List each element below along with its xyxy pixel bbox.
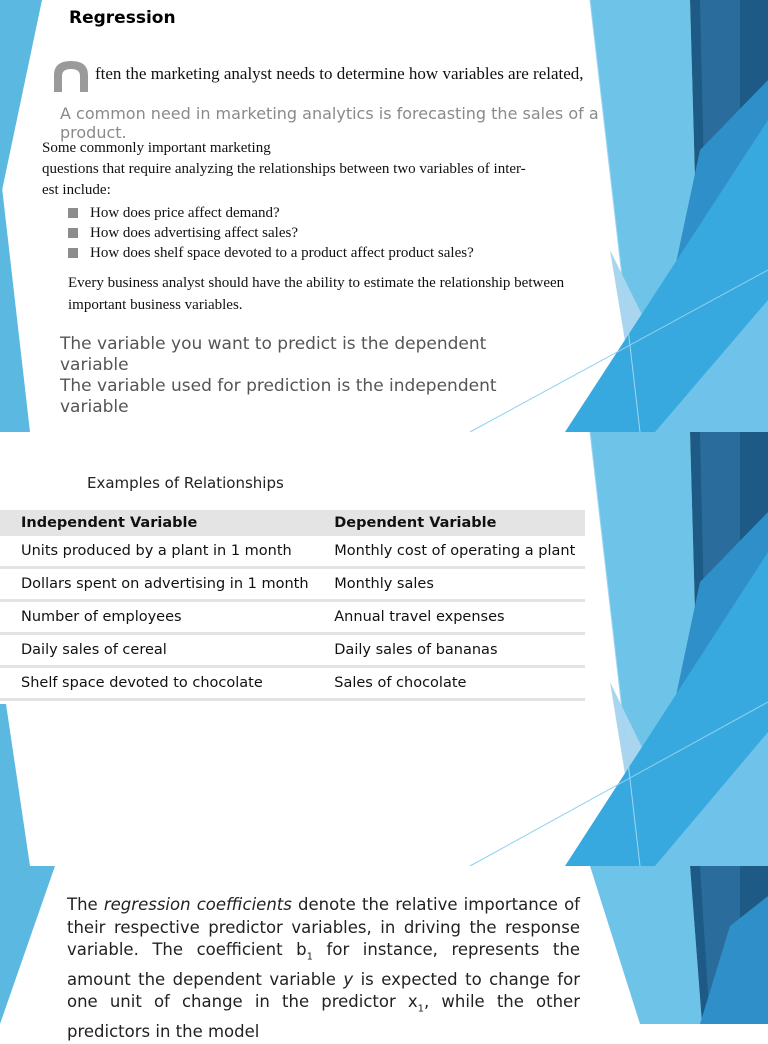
- list-item: How does advertising affect sales?: [68, 223, 474, 243]
- table-header-row: [0, 510, 585, 536]
- variable-y: y: [343, 969, 354, 989]
- bullet-square-icon: [68, 208, 78, 218]
- intro-line: ften the marketing analyst needs to determine how variables are related,: [95, 64, 584, 83]
- paragraph-line: important business variables.: [68, 297, 243, 313]
- list-item: How does price affect demand?: [68, 203, 474, 223]
- dependent-cell: Monthly sales: [320, 568, 585, 601]
- table-row: [0, 667, 585, 700]
- regression-coefficients-paragraph: The regression coefficients denote the relative importance of their respective predictor variables, in driving the response variable. The coefficient $b_1$ for instance, represents the amount the dependent variable y is expected to change for one unit of change in the predictor $x_1$, while the other predictors in the model: [67, 895, 580, 1042]
- questions-paragraph: [42, 138, 622, 201]
- variable-definitions: [60, 334, 550, 418]
- dropcap-o-letter: [52, 60, 90, 92]
- analyst-paragraph: [68, 272, 613, 316]
- definition-line: variable: [60, 355, 129, 375]
- paragraph-line: est include:: [42, 182, 111, 198]
- independent-cell: Number of employees: [0, 601, 320, 634]
- independent-cell: Units produced by a plant in 1 month: [0, 536, 320, 568]
- table-caption: Examples of Relationships: [87, 474, 284, 492]
- definition-line: The variable used for prediction is the independent: [60, 376, 497, 396]
- slide-regression-coefficients: [0, 866, 768, 1042]
- relationships-table: [0, 510, 585, 701]
- paragraph-line: Some commonly important marketing: [42, 140, 271, 156]
- term-regression-coefficients: regression coefficients: [103, 895, 292, 914]
- definition-line: variable: [60, 397, 129, 417]
- dependent-cell: Monthly cost of operating a plant: [320, 536, 585, 568]
- questions-list: [68, 203, 474, 263]
- slide-relationships: [0, 432, 768, 866]
- list-item: How does shelf space devoted to a product affect product sales?: [68, 243, 474, 263]
- bullet-square-icon: [68, 228, 78, 238]
- table-row: [0, 568, 585, 601]
- independent-cell: Daily sales of cereal: [0, 634, 320, 667]
- table-row: [0, 536, 585, 568]
- dependent-cell: Annual travel expenses: [320, 601, 585, 634]
- independent-cell: Shelf space devoted to chocolate: [0, 667, 320, 700]
- definition-line: The variable you want to predict is the dependent: [60, 334, 487, 354]
- slide-regression: [0, 0, 768, 432]
- dependent-cell: Sales of chocolate: [320, 667, 585, 700]
- table-row: [0, 601, 585, 634]
- column-header-dependent: Dependent Variable: [320, 510, 585, 536]
- forecasting-text: A common need in marketing analytics is forecasting the sales of a product.: [60, 104, 599, 142]
- dependent-cell: Daily sales of bananas: [320, 634, 585, 667]
- table-row: [0, 634, 585, 667]
- paragraph-line: questions that require analyzing the relationships between two variables of inter-: [42, 161, 526, 177]
- column-header-independent: Independent Variable: [0, 510, 320, 536]
- independent-cell: Dollars spent on advertising in 1 month: [0, 568, 320, 601]
- bullet-square-icon: [68, 248, 78, 258]
- slide-title: Regression: [69, 8, 176, 28]
- paragraph-line: Every business analyst should have the ability to estimate the relationship between: [68, 275, 565, 291]
